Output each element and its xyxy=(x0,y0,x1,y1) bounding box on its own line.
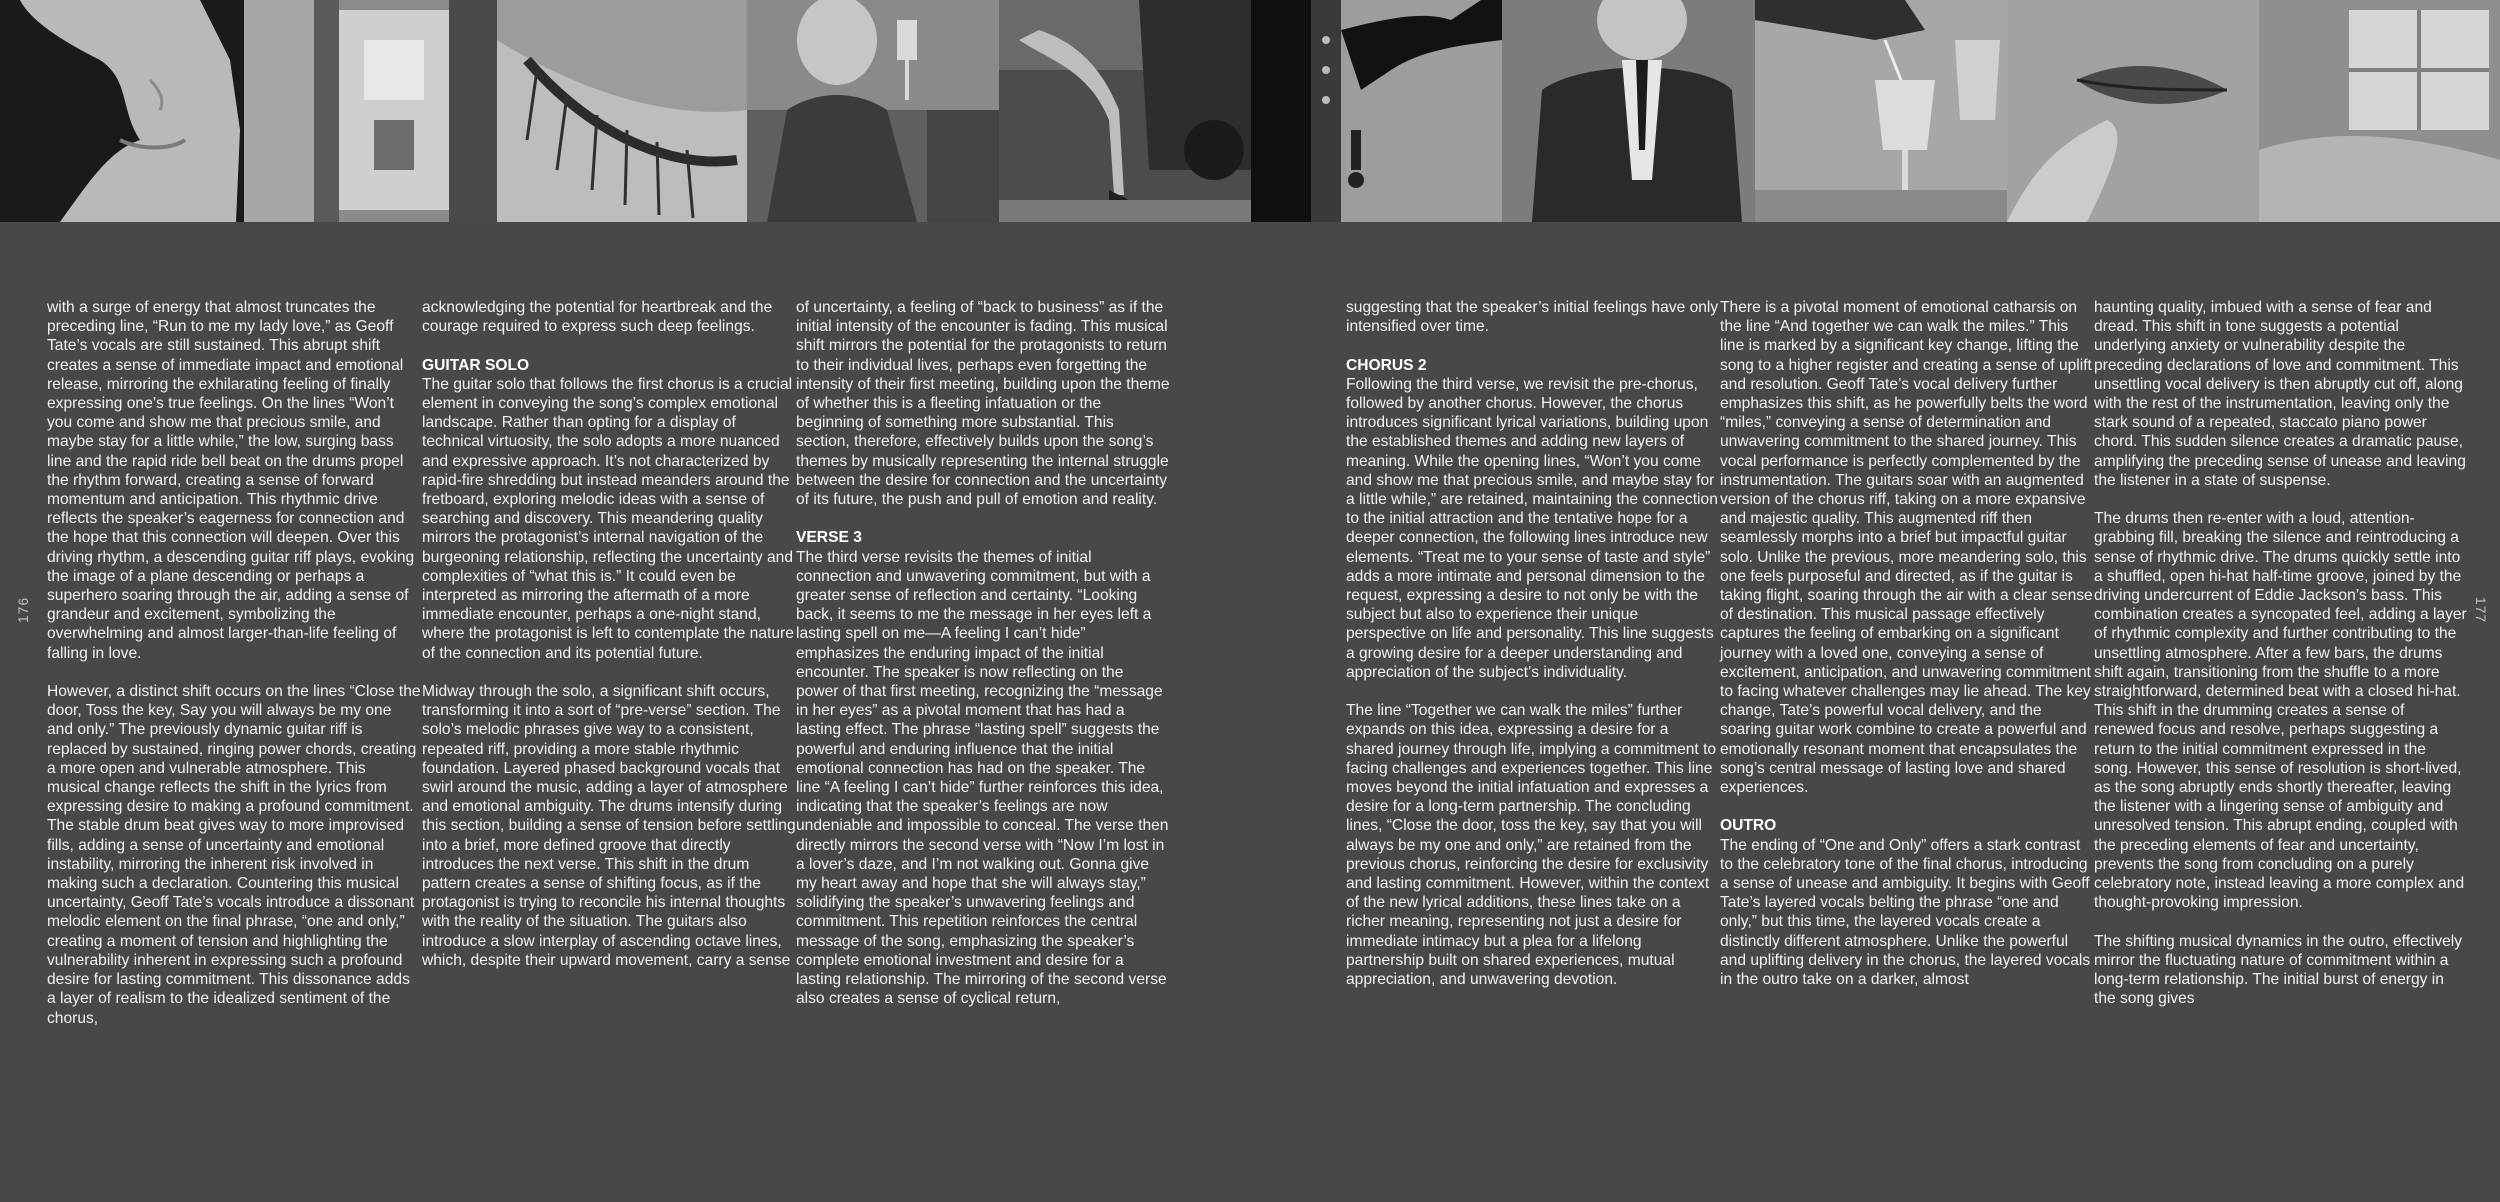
section-heading-chorus-2: CHORUS 2 xyxy=(1346,356,1427,374)
section-heading-verse-3: VERSE 3 xyxy=(796,529,862,547)
photo-legs-in-heels xyxy=(999,0,1251,222)
paragraph: The third verse revisits the themes of initial connection and unwavering commitment, but with a greater sense of reflection and certainty. “Looking back, it seems to me the message in her eyes left a lasting spell on me—A feeling I can’t hide” emphasizes the enduring impact of the initial encounter. The speaker is now reflecting on the power of that first meeting, recognizing the “message in her eyes” as a pivotal moment that has had a lasting effect. The phrase “lasting spell” suggests the powerful and enduring influence that the initial emotional connection has had on the speaker. The line “A feeling I can’t hide” further reinforces this idea, indicating that the speaker’s feelings are now undeniable and impossible to conceal. The verse then directly mirrors the second verse with “Now I’m lost in a lover’s daze, and I’m not walking out. Gonna give my heart away and hope that she will always stay,” solidifying the speaker’s unwavering feelings and commitment. This repetition reinforces the central message of the song, emphasizing the speaker’s complete emotional investment and desire for a lasting relationship. The mirroring of the second verse also creates a sense of cyclical return, xyxy=(796,548,1169,1008)
paragraph: The shifting musical dynamics in the outro, effectively mirror the fluctuating nature of commitment within a long-term relationship. The initial burst of energy in the song gives xyxy=(2094,932,2463,1008)
paragraph: Following the third verse, we revisit the pre-chorus, followed by another chorus. However, the chorus introduces significant lyrical variations, building upon the established themes and adding new layers of meaning. While the opening lines, “Won’t you come and show me that precious smile, and maybe stay for a little while,” are retained, maintaining the connection to the initial attraction and the tentative hope for a deeper connection, the following lines introduce new elements. “Treat me to your sense of taste and style” adds a more intimate and personal dimension to the request, expressing a desire to not only be with the subject but also to experience their unique perspective on life and personality. This line suggests a growing desire for a deeper understanding and appreciation of the subject’s individuality. xyxy=(1346,375,1718,681)
photo-lips-close-up xyxy=(2007,0,2259,222)
paragraph: with a surge of energy that almost truncates the preceding line, “Run to me my lady love,” as Geoff Tate’s vocals are still sustained. This abrupt shift creates a sense of immediate impact and emotional release, mirroring the exhilarating feeling of finally expressing one’s true feelings. On the lines “Won’t you come and show me that precious smile, and maybe stay for a little while,” the low, surging bass line and the rapid ride bell beat on the drums propel the rhythm forward, creating a sense of forward momentum and anticipation. This rhythmic drive reflects the speaker’s eagerness for connection and the hope that this connection will deepen. Over this driving rhythm, a descending guitar riff plays, evoking the image of a plane descending or perhaps a superhero soaring through the air, adding a sense of grandeur and excitement, symbolizing the overwhelming and almost larger-than-life feeling of falling in love. xyxy=(47,299,415,662)
photo-pouring-champagne xyxy=(1755,0,2007,222)
paragraph: The ending of “One and Only” offers a stark contrast to the celebratory tone of the final chorus, introducing a sense of unease and ambiguity. It begins with Geoff Tate’s layered vocals belting the phrase “one and only,” but this time, the layered vocals create a distinctly different atmosphere. Unlike the powerful and uplifting delivery in the chorus, the layered vocals in the outro take on a darker, almost xyxy=(1720,836,2091,989)
paragraph: However, a distinct shift occurs on the lines “Close the door, Toss the key, Say you will always be my one and only.” The previously dynamic guitar riff is replaced by sustained, ringing power chords, creating a more open and vulnerable atmosphere. This musical change reflects the shift in the lyrics from expressing desire to making a profound commitment. The stable drum beat gives way to more improvised fills, adding a sense of uncertainty and emotional instability, mirroring the inherent risk involved in making such a declaration. Countering this musical uncertainty, Geoff Tate’s vocals introduce a dissonant melodic element on the final phrase, “one and only,” creating a moment of tension and highlighting the vulnerability inherent in expressing such a profound desire for lasting commitment. This dissonance adds a layer of realism to the idealized sentiment of the chorus, xyxy=(47,683,421,1027)
paragraph: haunting quality, imbued with a sense of fear and dread. This shift in tone suggests a potential underlying anxiety or vulnerability despite the preceding declarations of love and commitment. This unsettling vocal delivery is then abruptly cut off, along with the rest of the instrumentation, leaving only the stark sound of a repeated, staccato piano power chord. This sudden silence creates a dramatic pause, amplifying the preceding sense of unease and leaving the listener in a state of suspense. xyxy=(2094,299,2466,489)
paragraph: There is a pivotal moment of emotional catharsis on the line “And together we can walk the miles.” This line is marked by a significant key change, lifting the song to a higher register and creating a sense of uplift and resolution. Geoff Tate’s vocal delivery further emphasizes this shift, as he powerfully belts the word “miles,” conveying a sense of determination and unwavering commitment to the shared journey. This vocal performance is perfectly complemented by the instrumentation. The guitars soar with an augmented version of the chorus riff, taking on a more expansive and majestic quality. This augmented riff then seamlessly morphs into a brief but impactful guitar solo. Unlike the previous, more meandering solo, this one feels purposeful and directed, as if the guitar is taking flight, soaring through the air with a clear sense of destination. This musical passage effectively captures the feeling of embarking on a significant journey with a loved one, conveying a sense of excitement, anticipation, and unwavering commitment to facing whatever challenges may lie ahead. The key change, Tate’s powerful vocal delivery, and the soaring guitar work combine to create a powerful and emotionally resonant moment that encapsulates the song’s central message of lasting love and shared experiences. xyxy=(1720,299,2093,797)
page-number-left: 176 xyxy=(15,596,32,624)
photo-window-room xyxy=(2259,0,2500,222)
paragraph: The guitar solo that follows the first chorus is a crucial element in conveying the song’s complex emotional landscape. Rather than opting for a display of technical virtuosity, the solo adopts a more nuanced and expressive approach. It’s not characterized by rapid-fire shredding but instead meanders around the fretboard, exploring melodic ideas with a sense of searching and discovery. This meandering quality mirrors the protagonist’s internal navigation of the burgeoning relationship, reflecting the uncertainty and complexities of “what this is.” It could even be interpreted as mirroring the aftermath of a more immediate encounter, perhaps a one-night stand, where the protagonist is left to contemplate the nature of the connection and its potential future. xyxy=(422,375,794,662)
photo-woman-with-wine xyxy=(747,0,999,222)
paragraph: The line “Together we can walk the miles” further expands on this idea, expressing a desire for a shared journey through life, implying a commitment to facing challenges and experiences together. This line moves beyond the initial infatuation and expresses a desire for a long-term partnership. The concluding lines, “Close the door, toss the key, say that you will always be my one and only,” are retained from the previous chorus, reinforcing the desire for exclusivity and lasting commitment. However, within the context of the new lyrical additions, these lines take on a richer meaning, representing not just a desire for immediate intimacy but a plea for a lifelong partnership built on shared experiences, mutual appreciation, and unwavering devotion. xyxy=(1346,702,1717,989)
paragraph: acknowledging the potential for heartbreak and the courage required to express such deep feelings. xyxy=(422,299,773,336)
photo-strip xyxy=(0,0,2500,222)
paragraph: of uncertainty, a feeling of “back to business” as if the initial intensity of the encounter is fading. This musical shift mirrors the potential for the protagonists to return to their individual lives, perhaps even forgetting the intensity of their first meeting, building upon the theme of whether this is a fleeting infatuation or the beginning of something more substantial. This section, therefore, effectively builds upon the song’s themes by musically representing the internal struggle between the desire for connection and the uncertainty of its future, the push and pull of emotion and reality. xyxy=(796,299,1170,509)
text-column-6 xyxy=(2094,298,2468,1008)
text-column-5 xyxy=(1720,298,2094,989)
text-column-4 xyxy=(1346,298,1720,989)
paragraph: suggesting that the speaker’s initial feelings have only intensified over time. xyxy=(1346,299,1719,336)
text-column-1 xyxy=(47,298,421,1028)
page-number-right: 177 xyxy=(2473,596,2490,624)
paragraph: Midway through the solo, a significant shift occurs, transforming it into a sort of “pre-verse” section. The solo’s melodic phrases give way to a consistent, repeated riff, providing a more stable rhythmic foundation. Layered phased background vocals that swirl around the music, adding a layer of atmosphere and emotional ambiguity. The drums intensify during this section, building a sense of tension before settling into a brief, more defined groove that directly introduces the next verse. This shift in the drum pattern creates a sense of shifting focus, as if the protagonist is trying to reconcile his internal thoughts with the reality of the situation. The guitars also introduce a slow interplay of ascending octave lines, which, despite their upward movement, carry a sense xyxy=(422,683,796,969)
photo-door-with-keys xyxy=(1251,0,1502,222)
text-column-2 xyxy=(422,298,796,970)
section-heading-outro: OUTRO xyxy=(1720,817,1777,835)
photo-eyelashes xyxy=(497,0,747,222)
paragraph: The drums then re-enter with a loud, attention-grabbing fill, breaking the silence and reintroducing a sense of rhythmic drive. The drums quickly settle into a shuffled, open hi-hat half-time groove, joined by the driving undercurrent of Eddie Jackson’s bass. This combination creates a syncopated feel, adding a layer of rhythmic complexity and further contributing to the unsettling atmosphere. After a few bars, the drums shift again, transitioning from the shuffle to a more straightforward, determined beat with a closed hi-hat. This shift in the drumming creates a sense of renewed focus and resolve, perhaps suggesting a return to the initial commitment expressed in the song. However, this sense of resolution is short-lived, as the song abruptly ends shortly thereafter, leaving the listener with a lingering sense of ambiguity and unresolved tension. This abrupt ending, coupled with the preceding elements of fear and uncertainty, prevents the song from concluding on a purely celebratory note, instead leaving a more complex and thought-provoking impression. xyxy=(2094,510,2467,912)
photo-hotel-room xyxy=(244,0,497,222)
text-column-3 xyxy=(796,298,1170,1009)
photo-face-profile xyxy=(0,0,244,222)
photo-man-in-suit xyxy=(1502,0,1755,222)
section-heading-guitar-solo: GUITAR SOLO xyxy=(422,356,530,374)
